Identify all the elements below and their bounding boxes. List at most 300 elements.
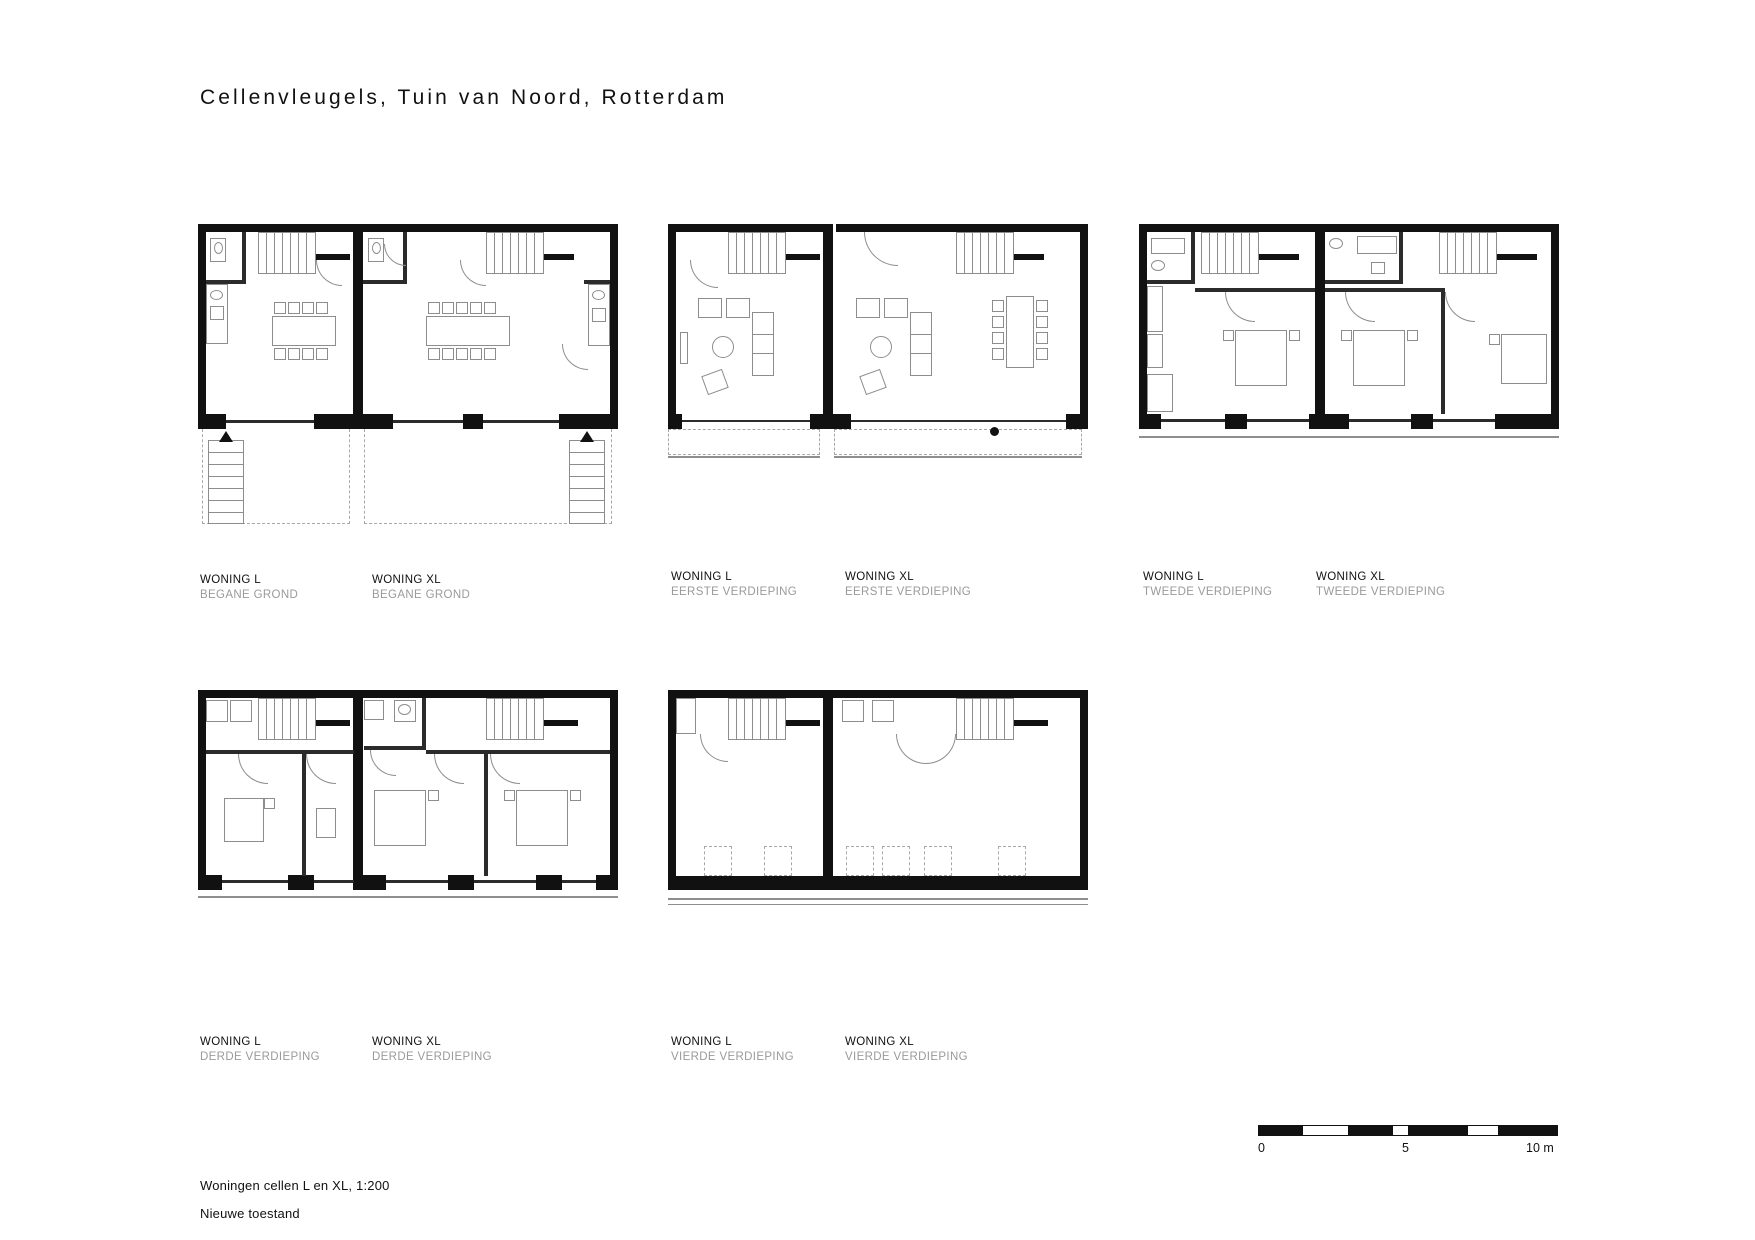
facade-bottom [668,876,1088,890]
caption-level: TWEEDE VERDIEPING [1316,586,1446,598]
stair-wall-xl [1014,720,1048,726]
stair-tread [964,232,965,274]
chair [274,302,286,314]
facade-bottom-d [463,414,483,429]
bath-wall-xl2 [1399,232,1403,284]
caption-level: VIERDE VERDIEPING [671,1051,794,1063]
stair-tread [1004,698,1005,740]
plan-begane-grond [198,224,618,564]
stair-tread [306,232,307,274]
scale-tick-0: 0 [1258,1141,1265,1155]
door-xl-room-a [434,754,464,784]
facade-bottom-c [833,414,851,429]
nightstand-l-2 [1289,330,1300,341]
window-sill-2 [393,420,463,423]
sofa-xl-1 [856,298,880,318]
stair-tread [972,232,973,274]
kitchen-wall-xl [584,280,610,284]
stair-tread [510,698,511,740]
room-wall-xl-v [1441,288,1445,414]
door-l-room-a [238,754,268,784]
stair-tread [208,476,244,477]
stair-tread [768,232,769,274]
wall-party [353,224,363,429]
wall-top [198,690,618,698]
window-sill-1 [226,420,314,423]
storage-xl [364,700,384,720]
stair-tread [1225,232,1226,274]
stair-tread [534,232,535,274]
sofa-xl-long-2 [910,334,932,354]
chair [456,348,468,360]
facade-bottom-e [536,875,562,890]
facade-bottom-e [1495,414,1559,429]
stair-tread [290,232,291,274]
stair-tread [1447,232,1448,274]
stair-tread [1249,232,1250,274]
nightstand-xl-3 [570,790,581,801]
chair [992,300,1004,312]
stair-tread [996,232,997,274]
facade-bottom-a [198,875,222,890]
stair-tread [1241,232,1242,274]
caption-woning-xl-vierde [845,1035,968,1065]
washbasin-xl [398,704,411,715]
toilet-xl [372,242,381,254]
caption-woning-l-begane-grond [200,573,298,603]
wall-top [198,224,618,232]
chair [428,302,440,314]
plan-eerste-verdieping [668,224,1088,474]
balcony-xl [834,429,1082,455]
wardrobe-l [1147,286,1163,332]
coffee-table-xl [870,336,892,358]
terrace-outline [668,898,1088,900]
stair-tread [502,698,503,740]
facade-bottom-b [810,414,833,429]
stair-wall-l [786,254,820,260]
door-l-landing [690,260,718,288]
facade-bottom-d [1411,414,1433,429]
wall-party [1315,224,1325,429]
sofa-l-2 [726,298,750,318]
stair-tread [1004,232,1005,274]
chair [1036,300,1048,312]
wall-top [668,690,1088,698]
nightstand-xl-2 [1407,330,1418,341]
stair-tread [996,698,997,740]
caption-unit: WONING XL [372,1036,441,1048]
stair-tread [266,698,267,740]
window-sill-3 [1349,419,1411,422]
storage-l-2 [230,700,252,722]
window-sill-4 [474,880,536,883]
sink-xl [592,290,605,300]
caption-woning-xl-derde [372,1035,492,1065]
caption-unit: WONING XL [372,574,441,586]
wall-right [610,690,618,890]
caption-level: BEGANE GROND [372,589,471,601]
caption-unit: WONING L [200,574,261,586]
stair-tread [298,698,299,740]
caption-unit: WONING L [671,571,732,583]
room-wall-l [1195,288,1315,292]
nightstand-xl [428,790,439,801]
hatch-xl [842,700,864,722]
bath-wall-xl [1325,280,1403,284]
bed-xl [1353,330,1405,386]
dining-table-xl [1006,296,1034,368]
caption-woning-l-eerste [671,570,797,600]
facade-bottom-b [314,414,363,429]
stair-tread [569,488,605,489]
toilet-l [214,242,223,254]
room-wall-xl-v [484,750,488,876]
plan-vierde-verdieping [668,690,1088,920]
facade-bottom-c [363,414,393,429]
bath-wall-l [1147,280,1195,284]
window-sill-4 [1433,419,1495,422]
stair-tread [1479,232,1480,274]
washbasin-l [1151,260,1165,271]
stair-tread [1487,232,1488,274]
wall-right [1080,224,1088,429]
caption-unit: WONING L [200,1036,261,1048]
wall-party [353,690,363,890]
stair-tread [274,232,275,274]
balcony-edge-xl [834,456,1082,458]
door-xl-room-b [490,754,520,784]
bed-l [224,798,264,842]
page-title: Cellenvleugels, Tuin van Noord, Rotterdam [200,86,728,109]
caption-level: DERDE VERDIEPING [372,1051,492,1063]
facade-bottom-b [1225,414,1247,429]
caption-woning-l-vierde [671,1035,794,1065]
stair-tread [518,232,519,274]
balcony-post [990,427,999,436]
stair-tread [1455,232,1456,274]
planter [924,846,952,876]
window-sill-1 [1161,419,1225,422]
door-xl-bath [370,750,396,776]
door-xl-wc [384,244,406,266]
caption-level: BEGANE GROND [200,589,299,601]
footer-line-2: Nieuwe toestand [200,1206,300,1221]
facade-bottom-a [1139,414,1161,429]
window-sill-5 [562,880,596,883]
stair-tread [736,232,737,274]
stair-tread [290,698,291,740]
planter [704,846,732,876]
caption-woning-xl-begane-grond [372,573,470,603]
stair-tread [768,698,769,740]
wall-left [668,224,676,429]
stair-tread [964,698,965,740]
stair-tread [526,698,527,740]
caption-level: VIERDE VERDIEPING [845,1051,968,1063]
stair-tread [526,232,527,274]
caption-level: EERSTE VERDIEPING [671,586,798,598]
stair-tread [266,232,267,274]
wardrobe-l-2 [1147,334,1163,368]
scale-bar-segment [1348,1126,1393,1135]
chair [442,348,454,360]
balcony-rail-xl [851,420,1066,422]
stair-wall-xl [1497,254,1537,260]
stair-tread [980,232,981,274]
stair-tread [569,464,605,465]
caption-unit: WONING XL [1316,571,1385,583]
caption-woning-l-derde [200,1035,320,1065]
facade-bottom-b [288,875,314,890]
stair-tread [306,698,307,740]
chair [470,348,482,360]
bed-xl [374,790,426,846]
balcony-rail-l [682,420,810,422]
stair-tread [534,698,535,740]
door-xl-landing [864,232,898,266]
inner-wall-l2 [242,232,246,284]
caption-unit: WONING L [1143,571,1204,583]
stair-tread [972,698,973,740]
stair-tread [282,698,283,740]
chair [1036,332,1048,344]
chair [288,302,300,314]
door-l-roof [700,734,728,762]
room-wall-l-v [302,750,306,876]
dining-table-l [272,316,336,346]
caption-unit: WONING L [671,1036,732,1048]
wall-right [1551,224,1559,429]
wall-top [1139,224,1559,232]
chair [456,302,468,314]
chair [1036,348,1048,360]
stair-tread [208,488,244,489]
stair-tread [274,698,275,740]
stair-wall-xl [544,720,578,726]
chair [470,302,482,314]
stair-tread [760,698,761,740]
stair-tread [208,512,244,513]
storage-l [206,700,228,722]
wall-party [823,690,833,890]
stair-tread [744,698,745,740]
planter [764,846,792,876]
bed-xl-2 [1501,334,1547,384]
bath-wall-l2 [1191,232,1195,284]
facade-bottom-d [1066,414,1088,429]
caption-woning-xl-tweede [1316,570,1445,600]
door-xl-roof [896,734,926,764]
stair-tread [736,698,737,740]
chair [992,332,1004,344]
chair [316,302,328,314]
scale-bar-segment [1408,1126,1468,1135]
caption-level: DERDE VERDIEPING [200,1051,320,1063]
stair-tread [282,232,283,274]
caption-unit: WONING XL [845,571,914,583]
stair-tread [518,698,519,740]
sink-l [210,290,223,300]
sofa-l-1 [698,298,722,318]
stair-tread [502,232,503,274]
stair-tread [776,232,777,274]
stair-tread [752,232,753,274]
stair-tread [988,698,989,740]
wall-top-2 [836,224,1088,232]
facade-outline [198,896,618,898]
stair-tread [1217,232,1218,274]
chair [288,348,300,360]
wc-xl [1371,262,1385,274]
sofa-l-long-2 [752,334,774,354]
armchair-l [701,369,729,395]
stair-tread [569,512,605,513]
chair [992,316,1004,328]
bathtub-l [1151,238,1185,254]
stair-tread [1209,232,1210,274]
chair [1036,316,1048,328]
facade-bottom-f [596,875,618,890]
side-table-l [680,332,688,364]
bed-xl-2 [516,790,568,846]
hatch-l [676,698,696,734]
planter [882,846,910,876]
balcony-edge-l [668,456,820,458]
stair-wall-l [786,720,820,726]
stair-wall-xl [544,254,574,260]
planter [846,846,874,876]
window-sill-2 [1247,419,1309,422]
hob-l [210,306,224,320]
chair [302,302,314,314]
wall-party [823,224,833,429]
stair-tread [494,698,495,740]
caption-woning-xl-eerste [845,570,971,600]
scale-tick-10: 10 m [1526,1141,1554,1155]
stair-tread [1471,232,1472,274]
stair-tread [760,232,761,274]
nightstand-l [1223,330,1234,341]
sofa-xl-2 [884,298,908,318]
facade-bottom-e [559,414,618,429]
wall-left [668,690,676,890]
door-xl-bedroom [1345,292,1375,322]
room-wall-xl [1325,288,1445,292]
stair-tread [569,476,605,477]
stair-tread [569,500,605,501]
nightstand-xl [1341,330,1352,341]
caption-woning-l-tweede [1143,570,1272,600]
door-xl-kitchen [562,344,588,370]
direction-arrow-left [219,431,233,442]
stair-tread [980,698,981,740]
hatch-xl-2 [872,700,894,722]
facade-bottom-c [354,875,386,890]
chair [274,348,286,360]
coffee-table-l [712,336,734,358]
wall-left [198,690,206,890]
facade-bottom-c [1309,414,1349,429]
planter [998,846,1026,876]
door-xl-roof-2 [926,734,956,764]
plan-tweede-verdieping [1139,224,1559,454]
terrace-outline-2 [668,904,1088,905]
facade-outline [1139,436,1559,438]
stair-tread [208,464,244,465]
chair [992,348,1004,360]
scale-bar-segment [1498,1126,1557,1135]
armchair-xl [859,369,887,395]
scale-bar-segment [1259,1126,1303,1135]
stair-tread [208,452,244,453]
door-xl-entry [460,260,486,286]
footer-line-1: Woningen cellen L en XL, 1:200 [200,1178,390,1193]
door-xl-bedroom-2 [1445,292,1475,322]
wall-left [198,224,206,429]
stair-tread [776,698,777,740]
window-sill-3 [483,420,559,423]
stair-tread [298,232,299,274]
wall-top [668,224,828,232]
nightstand-l [264,798,275,809]
stair-tread [744,232,745,274]
nightstand-xl-2 [504,790,515,801]
facade-bottom-d [448,875,474,890]
chair [302,348,314,360]
wall-right [1080,690,1088,890]
wall-right [610,224,618,429]
wall-left [1139,224,1147,429]
door-l-room-b [306,754,336,784]
stair-wall-xl [1014,254,1044,260]
chair [316,348,328,360]
stair-tread [510,232,511,274]
stair-tread [988,232,989,274]
door-l-entry [316,260,342,286]
stair-tread [208,500,244,501]
caption-level: TWEEDE VERDIEPING [1143,586,1273,598]
dining-table-xl [426,316,510,346]
desk-l [316,808,336,838]
facade-bottom-a [198,414,226,429]
scale-bar [1258,1125,1558,1159]
bed-l [1235,330,1287,386]
chair [442,302,454,314]
stair-tread [1233,232,1234,274]
caption-unit: WONING XL [845,1036,914,1048]
stair-wall-l [1259,254,1299,260]
window-sill-3 [386,880,448,883]
chair [484,302,496,314]
caption-level: EERSTE VERDIEPING [845,586,972,598]
plan-derde-verdieping [198,690,618,920]
bath-wall-xl-v [422,698,426,750]
scale-tick-5: 5 [1402,1141,1409,1155]
hob-xl [592,308,606,322]
door-l-bedroom [1225,292,1255,322]
stair-tread [1463,232,1464,274]
chair [484,348,496,360]
stair-tread [494,232,495,274]
washbasin-xl [1329,238,1343,249]
facade-bottom-a [668,414,682,429]
bathtub-xl [1357,236,1397,254]
stair-tread [569,452,605,453]
nightstand-xl-3 [1489,334,1500,345]
window-sill-2 [314,880,354,883]
shower-l [1147,374,1173,412]
